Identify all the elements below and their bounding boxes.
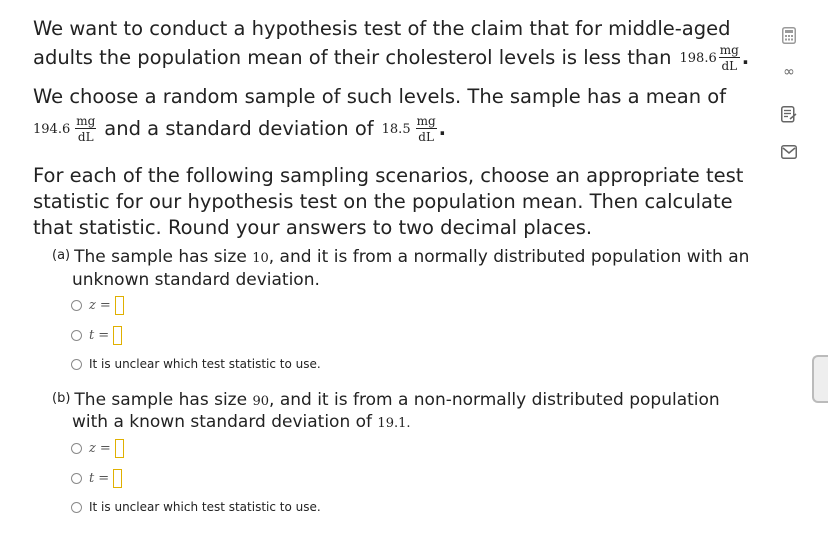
infinity-icon[interactable]: ∞	[783, 64, 795, 80]
z-variable: z	[89, 297, 96, 313]
part-a-size: 10	[252, 251, 269, 266]
intro-line-4	[33, 115, 446, 143]
part-a-t-answer-input[interactable]	[113, 326, 122, 345]
t-variable: t	[89, 470, 95, 486]
unit-fraction	[719, 44, 740, 72]
part-b-option-t	[71, 467, 122, 489]
calculator-icon[interactable]	[780, 26, 798, 44]
instructions-line-1: For each of the following sampling scenarios, choose an appropriate test	[33, 164, 744, 187]
unit-denominator: dL	[721, 59, 738, 73]
sample-sd: 18.5	[381, 121, 411, 137]
part-a-option-t	[71, 324, 122, 346]
unit-fraction	[75, 115, 96, 143]
instructions-line-2: statistic for our hypothesis test on the population mean. Then calculate	[33, 190, 733, 213]
instructions-line-3: that statistic. Round your answers to two decimal places.	[33, 216, 593, 239]
part-a-label: (a)	[52, 248, 71, 263]
period: .	[406, 416, 411, 431]
part-b-text-2: , and it is from a non-normally distributed population	[269, 390, 720, 410]
sample-mean: 194.6	[33, 121, 71, 137]
part-a-unclear-label: It is unclear which test statistic to use.	[89, 357, 321, 371]
part-a-text-2: , and it is from a normally distributed population with an	[268, 247, 750, 267]
side-panel-tab[interactable]	[812, 355, 828, 403]
unit-fraction	[416, 115, 437, 143]
equals-sign: =	[99, 297, 111, 313]
unit-numerator: mg	[76, 114, 96, 128]
part-a-line-1	[52, 247, 749, 267]
part-b-line-1	[52, 390, 720, 410]
unit-denominator: dL	[77, 130, 94, 144]
intro-line-2-text: adults the population mean of their cholesterol levels is less than	[33, 46, 672, 70]
part-b-t-radio[interactable]	[71, 473, 82, 484]
part-b-t-answer-input[interactable]	[113, 469, 122, 488]
part-a-line-2: unknown standard deviation.	[72, 270, 320, 290]
unit-numerator: mg	[416, 114, 436, 128]
unit-numerator: mg	[719, 43, 739, 57]
period: .	[438, 117, 447, 141]
part-a-z-answer-input[interactable]	[115, 296, 124, 315]
equals-sign: =	[98, 327, 110, 343]
part-b-sd: 19.1	[377, 416, 407, 431]
intro-line-2	[33, 44, 749, 72]
part-a-text-1: The sample has size	[74, 247, 247, 267]
intro-line-3: We choose a random sample of such levels. The sample has a mean of	[33, 85, 727, 108]
intro-line-4-text: and a standard deviation of	[104, 117, 374, 141]
mail-icon[interactable]	[780, 143, 798, 161]
unit-denominator: dL	[418, 130, 434, 144]
part-b-option-z	[71, 437, 124, 459]
period: .	[741, 46, 750, 70]
part-b-text-3: with a known standard deviation of	[72, 412, 373, 432]
z-variable: z	[89, 440, 96, 456]
part-b-text-1: The sample has size	[74, 390, 248, 410]
part-a-option-z	[71, 294, 124, 316]
part-b-z-answer-input[interactable]	[115, 439, 124, 458]
part-a-z-radio[interactable]	[71, 300, 82, 311]
part-b-z-radio[interactable]	[71, 443, 82, 454]
part-b-unclear-radio[interactable]	[71, 502, 82, 513]
part-a-option-unclear	[71, 353, 321, 375]
part-b-line-2	[72, 412, 411, 432]
part-b-label: (b)	[52, 391, 71, 406]
part-b-unclear-label: It is unclear which test statistic to use.	[89, 500, 321, 514]
part-a-unclear-radio[interactable]	[71, 359, 82, 370]
part-a-t-radio[interactable]	[71, 330, 82, 341]
part-b-size: 90	[252, 394, 270, 409]
t-variable: t	[89, 327, 95, 343]
equals-sign: =	[99, 440, 111, 456]
part-b-option-unclear	[71, 496, 321, 518]
claim-value: 198.6	[679, 50, 717, 66]
notes-icon[interactable]	[780, 104, 798, 124]
intro-line-1: We want to conduct a hypothesis test of the claim that for middle-aged	[33, 17, 731, 40]
equals-sign: =	[98, 470, 110, 486]
